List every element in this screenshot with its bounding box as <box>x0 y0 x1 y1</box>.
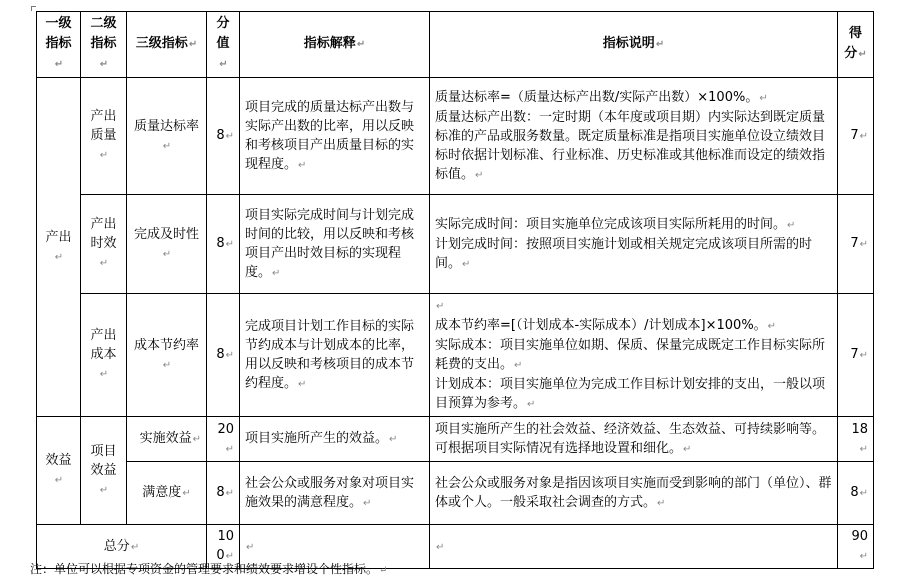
row-level3: 满意度 ↵ <box>127 462 207 525</box>
description-line: 计划成本：项目实施单位为完成工作目标计划安排的支出，一般以项目预算为参考。 ↵ <box>435 375 832 414</box>
row-value: 8 ↵ <box>207 462 240 525</box>
total-score: 90 ↵ <box>838 525 874 569</box>
row-value: 8 ↵ <box>207 195 240 294</box>
row-level3: 完成及时性 ↵ <box>127 195 207 294</box>
header-level2: 二级指标 ↵ <box>81 12 127 78</box>
table-row <box>37 195 874 294</box>
header-description: 指标说明 ↵ <box>430 12 838 78</box>
performance-indicator-table <box>36 11 874 569</box>
description-line: 实际完成时间：项目实施单位完成该项目实际所耗用的时间。 ↵ <box>435 215 832 235</box>
row-description <box>430 195 838 294</box>
description-line <box>435 296 832 316</box>
header-score: 得分 ↵ <box>838 12 874 78</box>
row-score: 7 ↵ <box>838 294 874 417</box>
footnote: 注：单位可以根据专项资金的管理要求和绩效要求增设个性指标。 ↵ <box>30 560 387 577</box>
header-level1: 一级指标 ↵ <box>37 12 81 78</box>
row-explanation: 项目实施所产生的效益。 ↵ <box>240 417 430 462</box>
description-line: 质量达标率=（质量达标产出数/实际产出数）×100%。 ↵ <box>435 88 832 108</box>
row-description: 社会公众或服务对象是指因该项目实施而受到影响的部门（单位）、群体或个人。一般采取社会调查的方式。 ↵ <box>430 462 838 525</box>
row-score: 18 ↵ <box>838 417 874 462</box>
row-score: 7 ↵ <box>838 78 874 195</box>
row-level2: 项目效益 ↵ <box>81 417 127 525</box>
table-row <box>37 417 874 462</box>
description-line: 成本节约率=[（计划成本-实际成本）/计划成本]×100%。 ↵ <box>435 316 832 336</box>
row-explanation: 完成项目计划工作目标的实际节约成本与计划成本的比率，用以反映和考核项目的成本节约程度。 ↵ <box>240 294 430 417</box>
row-explanation: 项目完成的质量达标产出数与实际产出数的比率，用以反映和考核项目产出质量目标的实现程度。 ↵ <box>240 78 430 195</box>
description-line: 质量达标产出数：一定时期（本年度或项目期）内实际达到既定质量标准的产品或服务数量。既定质量标准是指项目实施单位设立绩效目标时依据计划标准、行业标准、历史标准或其他标准而设定的绩效指标值。 ↵ <box>435 108 832 185</box>
row-description <box>430 294 838 417</box>
row-level3: 实施效益 ↵ <box>127 417 207 462</box>
row-level3: 成本节约率 ↵ <box>127 294 207 417</box>
header-row <box>37 12 874 78</box>
total-label: 总分 ↵ <box>37 525 207 569</box>
description-line: 计划完成时间：按照项目实施计划或相关规定完成该项目所需的时间。 ↵ <box>435 235 832 274</box>
row-level2: 产出时效 ↵ <box>81 195 127 294</box>
row-score: 7 ↵ <box>838 195 874 294</box>
row-description: 项目实施所产生的社会效益、经济效益、生态效益、可持续影响等。可根据项目实际情况有选择地设置和细化。 ↵ <box>430 417 838 462</box>
row-score: 8 ↵ <box>838 462 874 525</box>
table-row <box>37 462 874 525</box>
description-line: 实际成本：项目实施单位如期、保质、保量完成既定工作目标实际所耗费的支出。 ↵ <box>435 336 832 375</box>
table-row <box>37 78 874 195</box>
total-description-empty <box>430 525 838 569</box>
row-value: 20 ↵ <box>207 417 240 462</box>
row-level3: 质量达标率 ↵ <box>127 78 207 195</box>
group-output: 产出 ↵ <box>37 78 81 417</box>
row-value: 8 ↵ <box>207 294 240 417</box>
row-explanation: 社会公众或服务对象对项目实施效果的满意程度。 ↵ <box>240 462 430 525</box>
group-benefit: 效益 ↵ <box>37 417 81 525</box>
row-value: 8 ↵ <box>207 78 240 195</box>
header-score-value: 分值 ↵ <box>207 12 240 78</box>
header-explanation: 指标解释 ↵ <box>240 12 430 78</box>
row-level2: 产出质量 ↵ <box>81 78 127 195</box>
total-value: 100 ↵ <box>207 525 240 569</box>
row-description <box>430 78 838 195</box>
table-row <box>37 294 874 417</box>
row-level2: 产出成本 ↵ <box>81 294 127 417</box>
header-level3: 三级指标 ↵ <box>127 12 207 78</box>
row-explanation: 项目实际完成时间与计划完成时间的比较，用以反映和考核项目产出时效目标的实现程度。 ↵ <box>240 195 430 294</box>
